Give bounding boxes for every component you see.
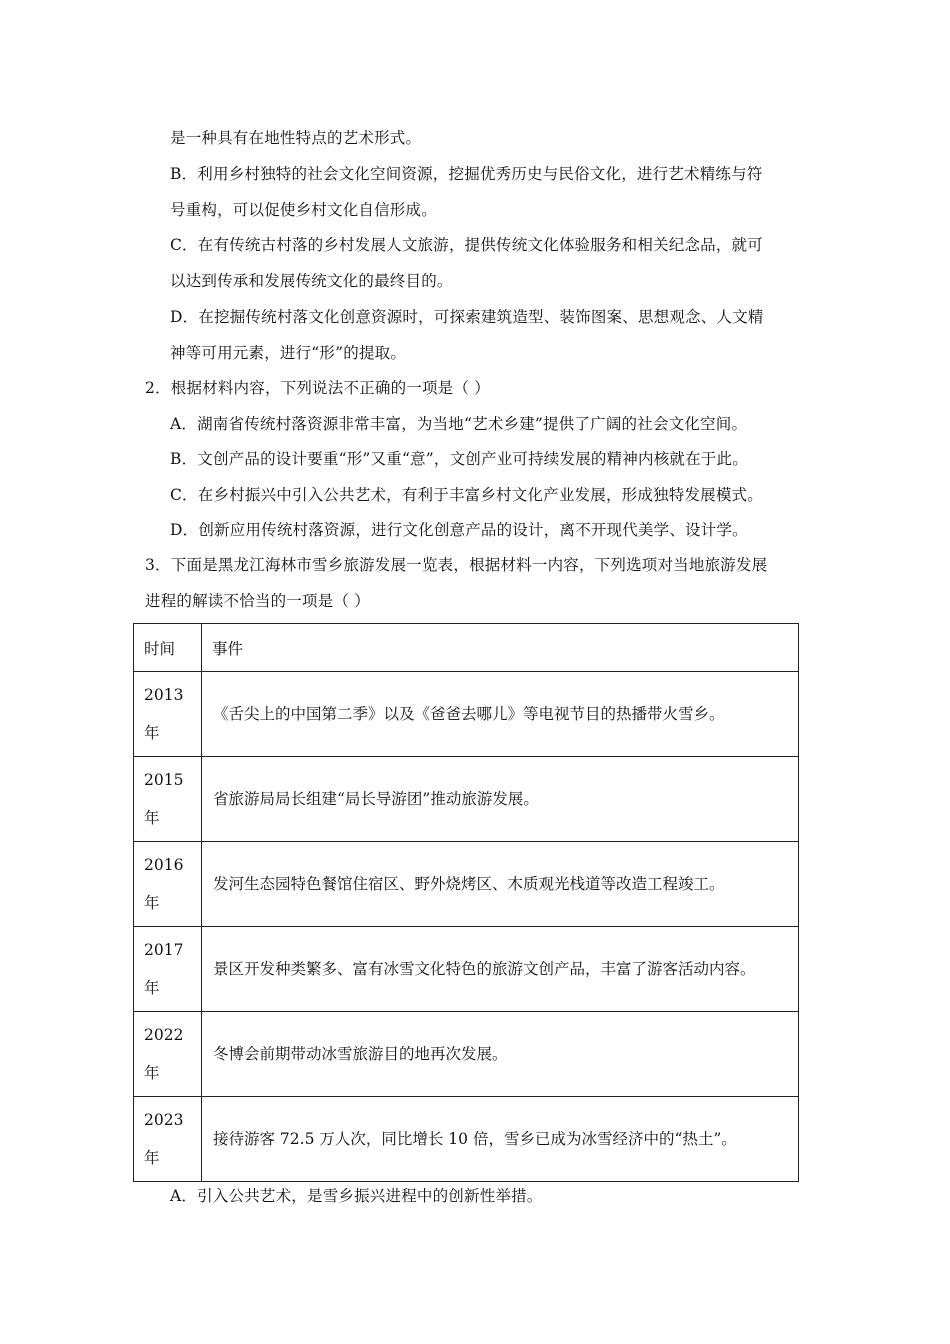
year-cell: [134, 1012, 202, 1097]
q1-option-b-line1: B．利用乡村独特的社会文化空间资源，挖掘优秀历史与民俗文化，进行艺术精练与符: [170, 165, 763, 183]
year-value: 2016: [144, 856, 184, 874]
q3-stem-line1: 3．下面是黑龙江海林市雪乡旅游发展一览表，根据材料一内容，下列选项对当地旅游发展: [145, 556, 768, 574]
tourism-timeline-table: [133, 623, 799, 1182]
q2-stem: 2．根据材料内容，下列说法不正确的一项是（ ）: [145, 379, 490, 397]
year-cell: [134, 927, 202, 1012]
year-suffix: 年: [144, 1064, 160, 1082]
table-row: [134, 842, 799, 927]
year-cell: [134, 757, 202, 842]
year-suffix: 年: [144, 979, 160, 997]
event-cell: 发河生态园特色餐馆住宿区、野外烧烤区、木质观光栈道等改造工程竣工。: [202, 842, 799, 927]
year-cell: [134, 842, 202, 927]
year-value: 2023: [144, 1111, 184, 1129]
year-value: 2015: [144, 771, 184, 789]
event-cell: 景区开发种类繁多、富有冰雪文化特色的旅游文创产品，丰富了游客活动内容。: [202, 927, 799, 1012]
event-cell: 冬博会前期带动冰雪旅游目的地再次发展。: [202, 1012, 799, 1097]
year-value: 2013: [144, 686, 184, 704]
year-cell: [134, 1097, 202, 1182]
header-event: 事件: [202, 624, 799, 672]
year-suffix: 年: [144, 1149, 160, 1167]
q2-option-c: C．在乡村振兴中引入公共艺术，有利于丰富乡村文化产业发展，形成独特发展模式。: [170, 486, 763, 504]
q1-option-b-line2: 号重构，可以促使乡村文化自信形成。: [170, 201, 437, 219]
table-row: [134, 672, 799, 757]
q2-option-a: A．湖南省传统村落资源非常丰富，为当地“艺术乡建”提供了广阔的社会文化空间。: [170, 415, 748, 433]
q1-option-a-tail: 是一种具有在地性特点的艺术形式。: [170, 129, 422, 147]
year-value: 2017: [144, 941, 184, 959]
event-cell: 接待游客 72.5 万人次，同比增长 10 倍，雪乡已成为冰雪经济中的“热土”。: [202, 1097, 799, 1182]
event-cell: 《舌尖上的中国第二季》以及《爸爸去哪儿》等电视节目的热播带火雪乡。: [202, 672, 799, 757]
q3-stem-line2: 进程的解读不恰当的一项是（ ）: [145, 592, 370, 610]
header-time: 时间: [134, 624, 202, 672]
year-suffix: 年: [144, 724, 160, 742]
table-header-row: [134, 624, 799, 672]
year-suffix: 年: [144, 809, 160, 827]
table-row: [134, 927, 799, 1012]
year-cell: [134, 672, 202, 757]
q1-option-d-line1: D．在挖掘传统村落文化创意资源时，可探索建筑造型、装饰图案、思想观念、人文精: [170, 308, 764, 326]
q1-option-c-line1: C．在有传统古村落的乡村发展人文旅游，提供传统文化体验服务和相关纪念品，就可: [170, 236, 763, 254]
event-cell: 省旅游局局长组建“局长导游团”推动旅游发展。: [202, 757, 799, 842]
q3-option-a: A．引入公共艺术，是雪乡振兴进程中的创新性举措。: [170, 1187, 543, 1205]
table-row: [134, 757, 799, 842]
table-row: [134, 1097, 799, 1182]
q1-option-d-line2: 神等可用元素，进行“形”的提取。: [170, 344, 407, 362]
year-value: 2022: [144, 1026, 184, 1044]
year-suffix: 年: [144, 894, 160, 912]
table-row: [134, 1012, 799, 1097]
q1-option-c-line2: 以达到传承和发展传统文化的最终目的。: [170, 272, 453, 290]
q2-option-d: D．创新应用传统村落资源，进行文化创意产品的设计，离不开现代美学、设计学。: [170, 521, 748, 539]
q2-option-b: B．文创产品的设计要重“形”又重“意”，文创产业可持续发展的精神内核就在于此。: [170, 450, 748, 468]
